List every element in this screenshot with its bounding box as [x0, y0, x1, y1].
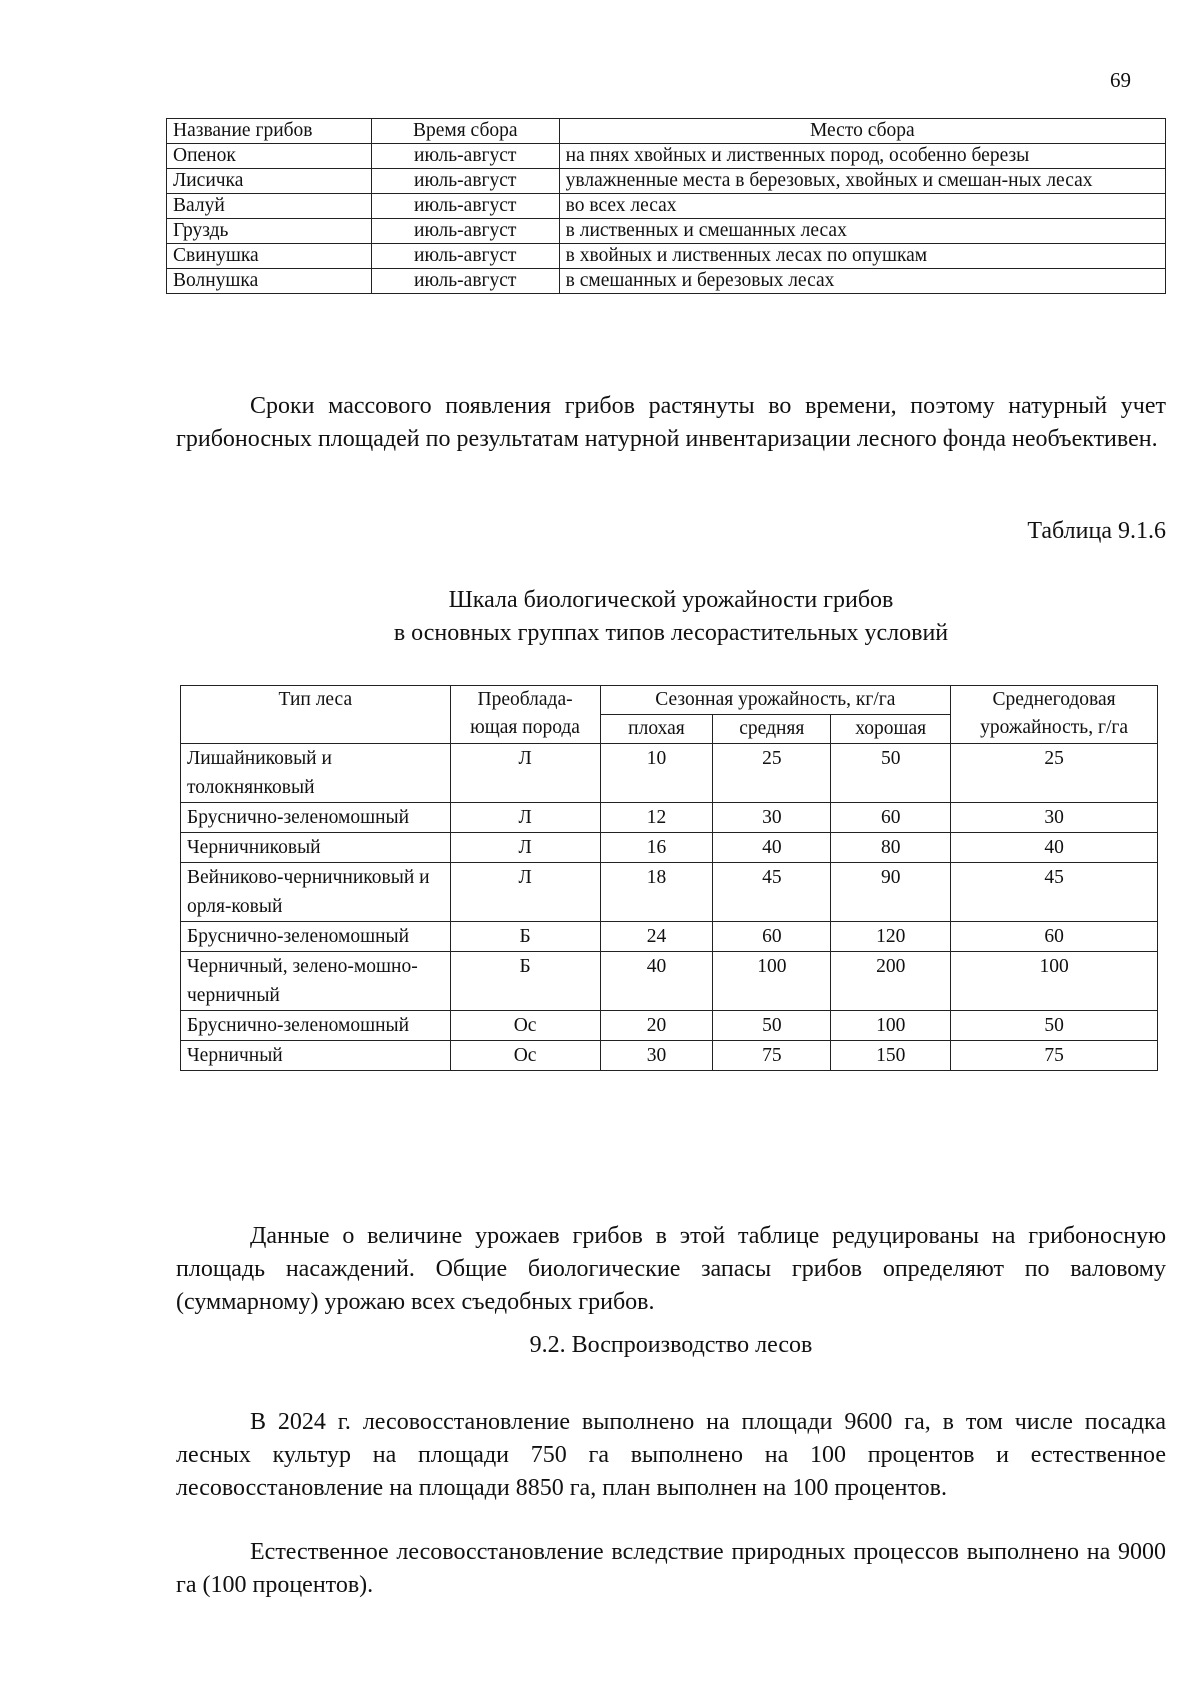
header-mushroom-name: Название грибов [167, 119, 372, 144]
cell: Валуй [167, 194, 372, 219]
cell: Свинушка [167, 244, 372, 269]
cell: Черничниковый [181, 833, 451, 863]
cell: Волнушка [167, 269, 372, 294]
header-medium: средняя [713, 715, 831, 744]
table-row [181, 744, 1158, 803]
table-row [167, 219, 1166, 244]
header-collection-place: Место сбора [559, 119, 1165, 144]
cell: 16 [600, 833, 713, 863]
cell: в смешанных и березовых лесах [559, 269, 1165, 294]
table-row [181, 833, 1158, 863]
cell: 25 [951, 744, 1158, 803]
header-poor: плохая [600, 715, 713, 744]
cell: Б [450, 952, 600, 1011]
cell: июль-август [371, 194, 559, 219]
cell: Лишайниковый и толокнянковый [181, 744, 451, 803]
table-row [181, 863, 1158, 922]
cell: 80 [831, 833, 951, 863]
cell: 40 [600, 952, 713, 1011]
cell: июль-август [371, 219, 559, 244]
cell: 24 [600, 922, 713, 952]
cell: Бруснично-зеленомошный [181, 1011, 451, 1041]
section-title: 9.2. Воспроизводство лесов [529, 1332, 813, 1358]
cell: июль-август [371, 269, 559, 294]
cell: 75 [713, 1041, 831, 1071]
cell: Вейниково-черничниковый и орля-ковый [181, 863, 451, 922]
cell: 100 [713, 952, 831, 1011]
table-row [167, 194, 1166, 219]
cell: 50 [713, 1011, 831, 1041]
header-dominant-species: Преоблада-ющая порода [450, 686, 600, 744]
cell: 60 [831, 803, 951, 833]
cell: 75 [951, 1041, 1158, 1071]
cell: Л [450, 833, 600, 863]
cell: Лисичка [167, 169, 372, 194]
paragraph-yield-data: Данные о величине урожаев грибов в этой таблице редуцированы на грибоносную площадь насаждений. Общие биологические запасы грибов определяют по валовому (суммарному) урожаю всех съедобных грибов. [176, 1223, 1166, 1315]
table-row [181, 803, 1158, 833]
cell: Ос [450, 1011, 600, 1041]
header-good: хорошая [831, 715, 951, 744]
mushroom-collection-table [166, 118, 1166, 294]
table-title-line1: Шкала биологической урожайности грибов [448, 587, 894, 613]
cell: 45 [951, 863, 1158, 922]
cell: 50 [951, 1011, 1158, 1041]
table-row [181, 922, 1158, 952]
cell: июль-август [371, 169, 559, 194]
cell: Л [450, 803, 600, 833]
table-row [167, 144, 1166, 169]
cell: 120 [831, 922, 951, 952]
cell: 45 [713, 863, 831, 922]
cell: во всех лесах [559, 194, 1165, 219]
cell: Л [450, 863, 600, 922]
paragraph-natural-reforestation: Естественное лесовосстановление вследствие природных процессов выполнено на 9000 га (100 процентов). [176, 1539, 1166, 1598]
cell: в хвойных и лиственных лесах по опушкам [559, 244, 1165, 269]
paragraph-reforestation: В 2024 г. лесовосстановление выполнено на площади 9600 га, в том числе посадка лесных культур на площади 750 га выполнено на 100 процентов и естественное лесовосстановление на площади 8850 га, план выполнен на 100 процентов. [176, 1409, 1166, 1501]
cell: 40 [713, 833, 831, 863]
cell: Бруснично-зеленомошный [181, 922, 451, 952]
header-average-yield: Среднегодовая урожайность, г/га [951, 686, 1158, 744]
cell: на пнях хвойных и лиственных пород, особенно березы [559, 144, 1165, 169]
cell: 40 [951, 833, 1158, 863]
table-label: Таблица 9.1.6 [1027, 518, 1166, 544]
cell: 200 [831, 952, 951, 1011]
cell: Черничный, зелено-мошно-черничный [181, 952, 451, 1011]
header-seasonal-yield: Сезонная урожайность, кг/га [600, 686, 951, 715]
cell: 90 [831, 863, 951, 922]
table-row [167, 244, 1166, 269]
table-row [167, 269, 1166, 294]
table-title-line2: в основных группах типов лесорастительных условий [393, 620, 949, 646]
cell: Б [450, 922, 600, 952]
mushroom-yield-table [180, 685, 1158, 1071]
header-collection-time: Время сбора [371, 119, 559, 144]
cell: 25 [713, 744, 831, 803]
cell: 30 [951, 803, 1158, 833]
cell: июль-август [371, 244, 559, 269]
cell: 20 [600, 1011, 713, 1041]
cell: Черничный [181, 1041, 451, 1071]
table-row [181, 1011, 1158, 1041]
cell: 100 [831, 1011, 951, 1041]
cell: 60 [951, 922, 1158, 952]
cell: Опенок [167, 144, 372, 169]
cell: 30 [600, 1041, 713, 1071]
cell: 30 [713, 803, 831, 833]
cell: Бруснично-зеленомошный [181, 803, 451, 833]
table-row [181, 1041, 1158, 1071]
cell: 50 [831, 744, 951, 803]
cell: 12 [600, 803, 713, 833]
cell: 10 [600, 744, 713, 803]
page-number: 69 [1110, 68, 1131, 92]
cell: 150 [831, 1041, 951, 1071]
table-row [181, 952, 1158, 1011]
cell: 60 [713, 922, 831, 952]
cell: 18 [600, 863, 713, 922]
header-forest-type: Тип леса [181, 686, 451, 744]
cell: увлажненные места в березовых, хвойных и смешан-ных лесах [559, 169, 1165, 194]
cell: Л [450, 744, 600, 803]
cell: в лиственных и смешанных лесах [559, 219, 1165, 244]
cell: июль-август [371, 144, 559, 169]
paragraph-mass-appearance: Сроки массового появления грибов растянуты во времени, поэтому натурный учет грибоносных площадей по результатам натурной инвентаризации лесного фонда необъективен. [176, 393, 1166, 452]
cell: Ос [450, 1041, 600, 1071]
table-row [167, 169, 1166, 194]
cell: 100 [951, 952, 1158, 1011]
cell: Груздь [167, 219, 372, 244]
